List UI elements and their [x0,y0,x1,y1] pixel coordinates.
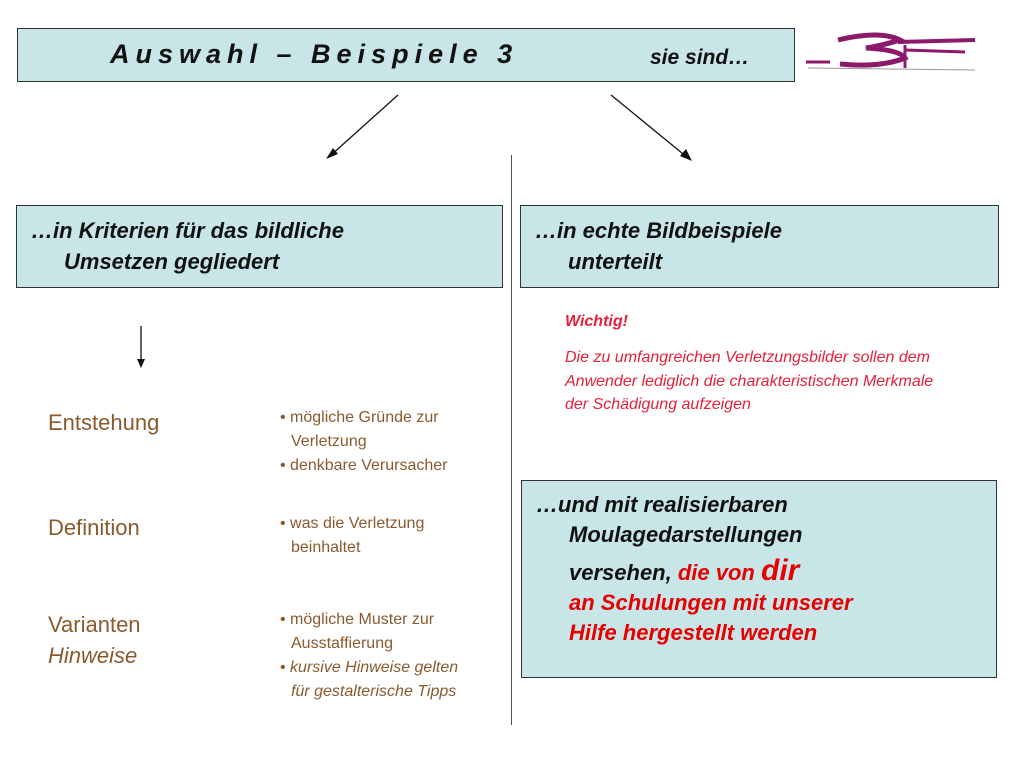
bullet-marker: • [280,659,291,676]
bullet-line [280,656,458,680]
slide-subtitle: sie sind… [650,46,750,69]
right-header-line1: …in echte Bildbeispiele [535,218,782,243]
bottom-line3-a: versehen, [569,560,672,585]
bullet-line: • mögliche Gründe zur [280,409,439,426]
bullet-line: für gestalterische Tipps [291,683,457,700]
bullet-line: • mögliche Muster zur [280,611,435,628]
right-header-box [520,205,999,288]
left-header-line2: Umsetzen gegliedert [64,249,280,274]
notice-text: Die zu umfangreichen Verletzungsbilder sollen dem Anwender lediglich die charakteristischen Merkmale der Schädigung aufzeigen [565,349,934,413]
bullets-entstehung [280,406,447,478]
arrow-left [326,95,398,159]
left-header-box [16,205,503,288]
criterion-label-entstehung: Entstehung [48,410,160,435]
bullet-italic-text: kursive Hinweise gelten [290,659,459,676]
left-header-line1: …in Kriterien für das bildliche [31,218,344,243]
bottom-line1: …und mit realisierbaren [536,492,788,517]
center-divider [511,155,512,725]
bullets-varianten [280,608,458,704]
criterion-label-varianten: Varianten [48,612,141,637]
criterion-label-hinweise: Hinweise [48,643,138,668]
arrow-down [137,326,145,368]
bottom-line4: an Schulungen mit unserer [569,590,853,615]
bottom-box [521,480,997,678]
bullet-line: Ausstaffierung [291,635,393,652]
slide-title: Auswahl – Beispiele 3 [110,39,519,69]
bullet-line: beinhaltet [291,539,361,556]
arrow-right [611,95,692,161]
bullet-line: • was die Verletzung [280,515,425,532]
bullet-line: • denkbare Verursacher [280,457,448,474]
bullet-line: Verletzung [291,433,367,450]
bottom-line3-c: dir [761,554,800,587]
logo-icon [806,35,975,70]
criterion-label-definition: Definition [48,515,140,540]
bottom-line3 [536,556,996,588]
bottom-line3-b: die von [677,560,755,585]
notice-title: Wichtig! [565,313,628,330]
right-header-line2: unterteilt [568,249,663,274]
bottom-line5: Hilfe hergestellt werden [569,620,818,645]
bullets-definition [280,512,424,560]
bottom-line2: Moulagedarstellungen [569,522,803,547]
